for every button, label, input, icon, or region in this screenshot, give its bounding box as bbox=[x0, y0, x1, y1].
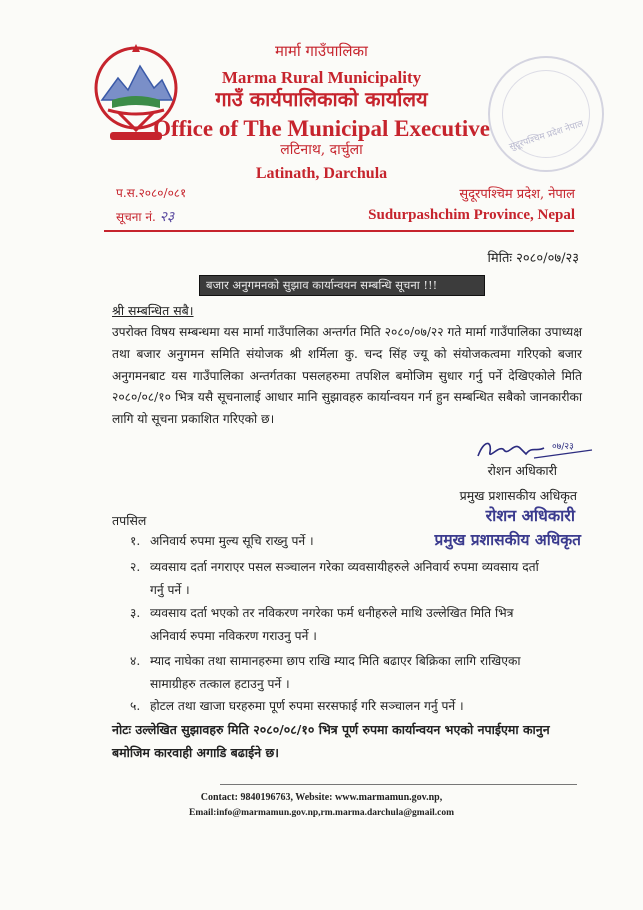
list-item-number: ४. bbox=[130, 654, 141, 668]
list-item-number: २. bbox=[130, 560, 141, 574]
notice-number bbox=[116, 207, 174, 226]
subject-banner bbox=[199, 275, 485, 296]
reference-value: २०८०/०८१ bbox=[138, 186, 187, 200]
list-item bbox=[130, 530, 570, 553]
list-item bbox=[130, 602, 586, 648]
signatory-name: रोशन अधिकारी bbox=[487, 463, 557, 478]
list-item-continuation: अनिवार्य रुपमा नविकरण गराउनु पर्ने । bbox=[150, 629, 317, 643]
subject-text: बजार अनुगमनको सुझाव कार्यान्वयन सम्बन्धि सूचना !!! bbox=[206, 278, 438, 292]
salutation: श्री सम्बन्धित सबै। bbox=[112, 303, 194, 318]
office-name-np: गाउँ कार्यपालिकाको कार्यालय bbox=[215, 87, 428, 111]
list-item-text: व्यवसाय दर्ता नगराएर पसल सञ्चालन गरेका व्यवसायीहरुले अनिवार्य रुपमा व्यवसाय दर्ता bbox=[150, 560, 539, 574]
signatory-title: प्रमुख प्रशासकीय अधिकृत bbox=[459, 488, 577, 503]
place-np: लटिनाथ, दार्चुला bbox=[280, 142, 363, 158]
list-item bbox=[130, 650, 586, 696]
signature-date: ०७/२३ bbox=[552, 442, 574, 452]
office-seal-stamp bbox=[488, 56, 604, 172]
footer-divider bbox=[220, 784, 577, 785]
list-item-continuation: गर्नु पर्ने । bbox=[150, 583, 190, 597]
title-stamp: प्रमुख प्रशासकीय अधिकृत bbox=[434, 531, 581, 549]
municipality-name-np: मार्मा गाउँपालिका bbox=[275, 42, 368, 60]
details-heading: तपसिल bbox=[112, 513, 147, 528]
list-item-text: होटल तथा खाजा घरहरुमा पूर्ण रुपमा सरसफाई गरि सञ्चालन गर्नु पर्ने । bbox=[150, 699, 464, 713]
list-item-text: अनिवार्य रुपमा मुल्य सूचि राख्नु पर्ने । bbox=[150, 534, 314, 548]
list-item-number: ३. bbox=[130, 606, 141, 620]
list-item-text: म्याद नाघेका तथा सामानहरुमा छाप राखि म्याद मिति बढाएर बिक्रिका लागि राखिएका bbox=[150, 654, 521, 668]
list-item bbox=[130, 556, 586, 602]
notice-number-label: सूचना नं. bbox=[116, 210, 156, 224]
reference-label: प.स. bbox=[116, 186, 139, 200]
list-item bbox=[130, 695, 586, 718]
stamp-text: सुदूरपश्चिम प्रदेश नेपाल bbox=[508, 119, 585, 153]
office-name-en: Office of The Municipal Executive bbox=[153, 116, 490, 141]
province-np: सुदूरपश्चिम प्रदेश, नेपाल bbox=[459, 187, 575, 202]
notice-number-value: २३ bbox=[159, 209, 175, 225]
municipality-name-en: Marma Rural Municipality bbox=[221, 68, 422, 87]
place-en: Latinath, Darchula bbox=[255, 165, 388, 182]
reference-number bbox=[116, 184, 186, 201]
note-paragraph: नोटः उल्लेखित सुझावहरु मिति २०८०/०८/१० भित्र पूर्ण रुपमा कार्यान्वयन भएको नपाईएमा कानुन बमोजिम कारवाही अगाडि बढाईने छ। bbox=[112, 722, 550, 760]
notice-date: मितिः २०८०/०७/२३ bbox=[487, 251, 579, 266]
list-item-text: व्यवसाय दर्ता भएको तर नविकरण नगरेका फर्म धनीहरुले माथि उल्लेखित मिति भित्र bbox=[150, 606, 514, 620]
footer-contact: Contact: 9840196763, Website: www.marmamun.gov.np, bbox=[200, 792, 443, 803]
list-item-continuation: सामाग्रीहरु तत्काल हटाउनु पर्ने । bbox=[150, 677, 290, 691]
province-en: Sudurpashchim Province, Nepal bbox=[368, 207, 575, 223]
list-item-number: १. bbox=[130, 534, 141, 548]
body-paragraph: उपरोक्त विषय सम्बन्धमा यस मार्मा गाउँपालिका अन्तर्गत मिति २०८०/०७/२२ गते मार्मा गाउँपालिका उपाध्यक्ष तथा बजार अनुगमन समिति संयोजक श्री शर्मिला कु. चन्द सिंह ज्यू को संयोजकत्वमा गरिएको बजार अनुगमनबाट यस गाउँपालिका अन्तर्गतका पसलहरुमा तपशिल बमोजिम सुधार गर्नु पर्ने देखिएकोले मिति २०८०/०८/१० भित्र यसै सूचनालाई आधार मानि सुझावहरु कार्यान्वयन गर्न हुन सम्बन्धित सबैको जानकारीका लागि यो सूचना प्रकाशित गरिएको छ। bbox=[112, 325, 582, 427]
letterhead-divider bbox=[104, 230, 574, 232]
list-item-number: ५. bbox=[130, 699, 141, 713]
footer-email: Email:info@marmamun.gov.np,rm.marma.darchula@gmail.com bbox=[188, 808, 455, 818]
name-stamp: रोशन अधिकारी bbox=[485, 506, 575, 525]
handwritten-signature bbox=[474, 436, 596, 464]
